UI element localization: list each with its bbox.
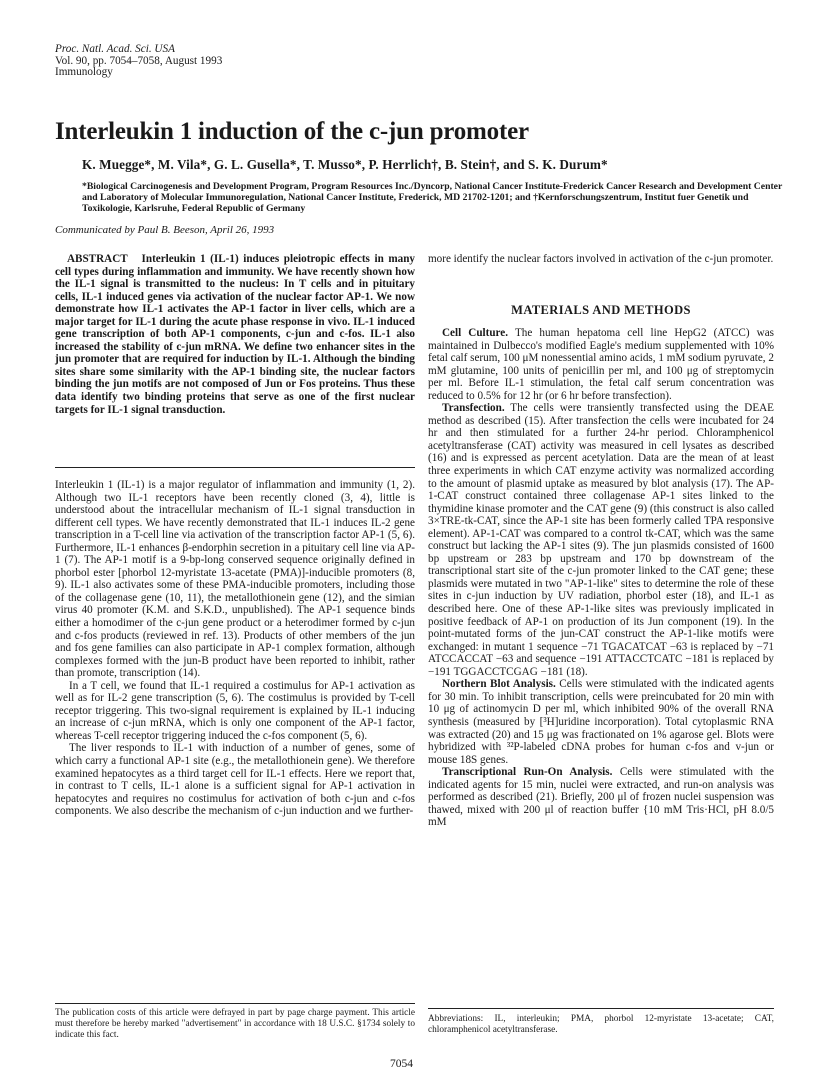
- methods-body: [428, 327, 774, 829]
- northern-heading: Northern Blot Analysis.: [442, 678, 556, 691]
- runon-paragraph: [428, 766, 774, 829]
- intro-paragraph-1: Interleukin 1 (IL-1) is a major regulator of inflammation and immunity (1, 2). Although two IL-1 receptors have been recently cloned (3, 4), little is understood about the intracellular mechanism of IL-1 signal transduction in different cell types. We have recently demonstrated that IL-1 induces IL-2 gene transcription in a T-cell line via activation of the transcription factor AP-1 (5, 6). Furthermore, IL-1 enhances β-endorphin secretion in a pituitary cell line via AP-1 (7). The AP-1 motif is a 9-bp-long conserved sequence originally defined in phorbol ester [phorbol 12-myristate 13-acetate (PMA)]-inducible promoters (8, 9). IL-1 also activates some of these PMA-inducible promoters, including those of the collagenase gene (10, 11), the metallothionein gene (12), and the simian virus 40 promoter (K.M. and S.K.D., unpublished). The AP-1 sequence binds either a homodimer of the c-jun gene product or a heterodimer formed by c-jun and c-fos products (reviewed in ref. 13). Products of other members of the jun and fos gene families can also participate in AP-1 complex formation, although complexes formed with the jun-B product have been reported to inhibit, rather than promote, transcription (14).: [55, 479, 415, 680]
- intro-continuation: [428, 253, 774, 266]
- author-list: K. Muegge*, M. Vila*, G. L. Gusella*, T. Musso*, P. Herrlich†, B. Stein†, and S. K. Durum*: [82, 157, 608, 172]
- journal-section: Immunology: [55, 66, 113, 78]
- runon-text: Cells were stimulated with the indicated agents for 15 min, nuclei were extracted, and run-on analysis was performed as described (21). Briefly, 200 μl of frozen nuclei suspension was thawed, mixed with 200 μl of reaction buffer {10 mM Tris·HCl, pH 8.0/5 mM: [428, 766, 775, 829]
- methods-heading: MATERIALS AND METHODS: [511, 303, 691, 317]
- publication-footnote: The publication costs of this article were defrayed in part by page charge payment. This article must therefore be hereby marked "advertisement" in accordance with 18 U.S.C. §1734 solely to indicate this fact.: [55, 1008, 415, 1040]
- abstract-divider: [55, 467, 415, 468]
- transfection-paragraph: [428, 402, 774, 678]
- abbreviations: Abbreviations: IL, interleukin; PMA, phorbol 12-myristate 13-acetate; CAT, chloramphenicol acetyltransferase.: [428, 1014, 774, 1035]
- abstract: [55, 253, 415, 416]
- journal-name: Proc. Natl. Acad. Sci. USA: [55, 43, 175, 55]
- runon-heading: Transcriptional Run-On Analysis.: [442, 766, 613, 779]
- intro-paragraph-4: more identify the nuclear factors involved in activation of the c-jun promoter.: [428, 253, 774, 265]
- cell-culture-heading: Cell Culture.: [442, 327, 509, 339]
- abstract-label: ABSTRACT: [67, 253, 128, 265]
- abbreviations-divider: [428, 1008, 774, 1009]
- affiliations: *Biological Carcinogenesis and Development Program, Program Resources Inc./Dyncorp, National Cancer Institute-Frederick Cancer Research and Development Center and Laboratory of Molecular Immunoregulation, National Cancer Institute, Frederick, MD 21702-1201; and †Kernforschungszentrum, Institut fuer Genetik und Toxikologie, Karlsruhe, Federal Republic of Germany: [82, 181, 783, 215]
- northern-paragraph: [428, 678, 774, 766]
- page-number: 7054: [390, 1058, 413, 1070]
- intro-paragraph-2: In a T cell, we found that IL-1 required a costimulus for AP-1 activation as well as for IL-2 gene transcription (5, 6). The costimulus is provided by T-cell receptor triggering. This two-signal requirement is explained by IL-1 inducing an increase of c-jun mRNA, which is only one component of the AP-1 factor, whereas T-cell receptor triggering induced the c-fos component (5, 6).: [55, 679, 415, 742]
- transfection-heading: Transfection.: [442, 402, 505, 415]
- transfection-text: The cells were transiently transfected using the DEAE method as described (15). After transfection the cells were incubated for 24 hr and then stimulated for a further 24-hr period. Chloramphenicol acetyltransferase (CAT) activity was measured in cell lysates as described (16) and is expressed as percent acetylation. Data are the mean of at least three experiments in which CAT enzyme activity was normalized according to the amount of plasmid uptake as measured by blot analysis (17). The AP-1-CAT construct contained three collagenase AP-1 sites linked to the thymidine kinase promoter and the CAT gene (9) (this construct is also called 3×TRE-tk-CAT, since the AP-1 site has been formerly called TPA responsive element). AP-1-CAT was compared to a control tk-CAT, which was the same construct but lacking the AP-1 sites (9). The jun plasmids consisted of 1600 bp upstream or 283 bp upstream and 170 bp downstream of the transcriptional start site of the c-jun promoter linked to the CAT gene; these plasmids were mutated in two "AP-1-like" sites to determine the role of these sites in c-jun induction by UV radiation, phorbol ester (18), and IL-1 as described here. One of these AP-1-like sites was previously implicated in positive feedback of AP-1 on production of its Jun component (19). In the point-mutated forms of the jun-CAT construct the AP-1-like motifs were exchanged: in mutant 1 sequence −71 TGACATCAT −63 is replaced by −71 ATCCACCAT −63 and sequence −191 ATTACCTCATC −181 is replaced by −191 TGGACCTCGAG −181 (18).: [428, 402, 774, 678]
- intro-paragraph-3: The liver responds to IL-1 with induction of a number of genes, some of which carry a functional AP-1 site (e.g., the metallothionein gene). We therefore examined hepatocytes as a third target cell for IL-1 effects. Here we report that, in contrast to T cells, IL-1 alone is a sufficient signal for AP-1 activation in hepatocytes and requires no costimulus for activation of both c-jun and c-fos components. We also describe the mechanism of c-jun induction and we further-: [55, 742, 415, 818]
- communicated-by: Communicated by Paul B. Beeson, April 26, 1993: [55, 224, 275, 236]
- northern-text: Cells were stimulated with the indicated agents for 30 min. To inhibit transcription, cells were preincubated for 20 min with 10 μg of actinomycin D per ml, which inhibited 90% of the overall RNA synthesis (measured by [³H]uridine incorporation). Total cytoplasmic RNA was extracted (20) and 15 μg was fractionated on 1% agarose gel. Blots were hybridized with ³²P-labeled cDNA probes for human c-fos and v-jun or mouse 18S genes.: [428, 678, 774, 766]
- journal-header: [55, 44, 222, 79]
- introduction: [55, 479, 415, 818]
- journal-volume: Vol. 90, pp. 7054–7058, August 1993: [55, 54, 223, 67]
- cell-culture-paragraph: [428, 327, 774, 402]
- abstract-text: Interleukin 1 (IL-1) induces pleiotropic effects in many cell types during inflammation and immunity. We have recently shown how the IL-1 signal is transmitted to the nucleus: In T cells and in pituitary cells, IL-1 induced genes via activation of the nuclear factor AP-1. We now demonstrate how IL-1 activates the AP-1 factor in liver cells, which are a major target for IL-1 during the acute phase response in vivo. IL-1 induced gene transcription of both AP-1 components, c-jun and c-fos. IL-1 also increased the stability of c-jun mRNA. We define two enhancer sites in the jun promoter that are required for induction by IL-1. Although the binding sites share some similarity with the AP-1 binding site, the nuclear factors binding the jun motifs are not composed of Jun or Fos proteins. Thus these data identify two binding proteins that serve as one of the first nuclear targets for IL-1 signal transduction.: [55, 253, 416, 416]
- footnote-divider: [55, 1003, 415, 1004]
- article-title: Interleukin 1 induction of the c-jun promoter: [55, 118, 529, 145]
- cell-culture-text: The human hepatoma cell line HepG2 (ATCC) was maintained in Dulbecco's modified Eagle's medium supplemented with 10% fetal calf serum, 100 μM nonessential amino acids, 1 mM sodium pyruvate, 2 mM glutamine, 100 units of penicillin per ml, and 100 μg of streptomycin per ml. Before IL-1 stimulation, the fetal calf serum concentration was reduced to 0.5% for 12 hr (or 6 hr before transfection).: [428, 327, 774, 402]
